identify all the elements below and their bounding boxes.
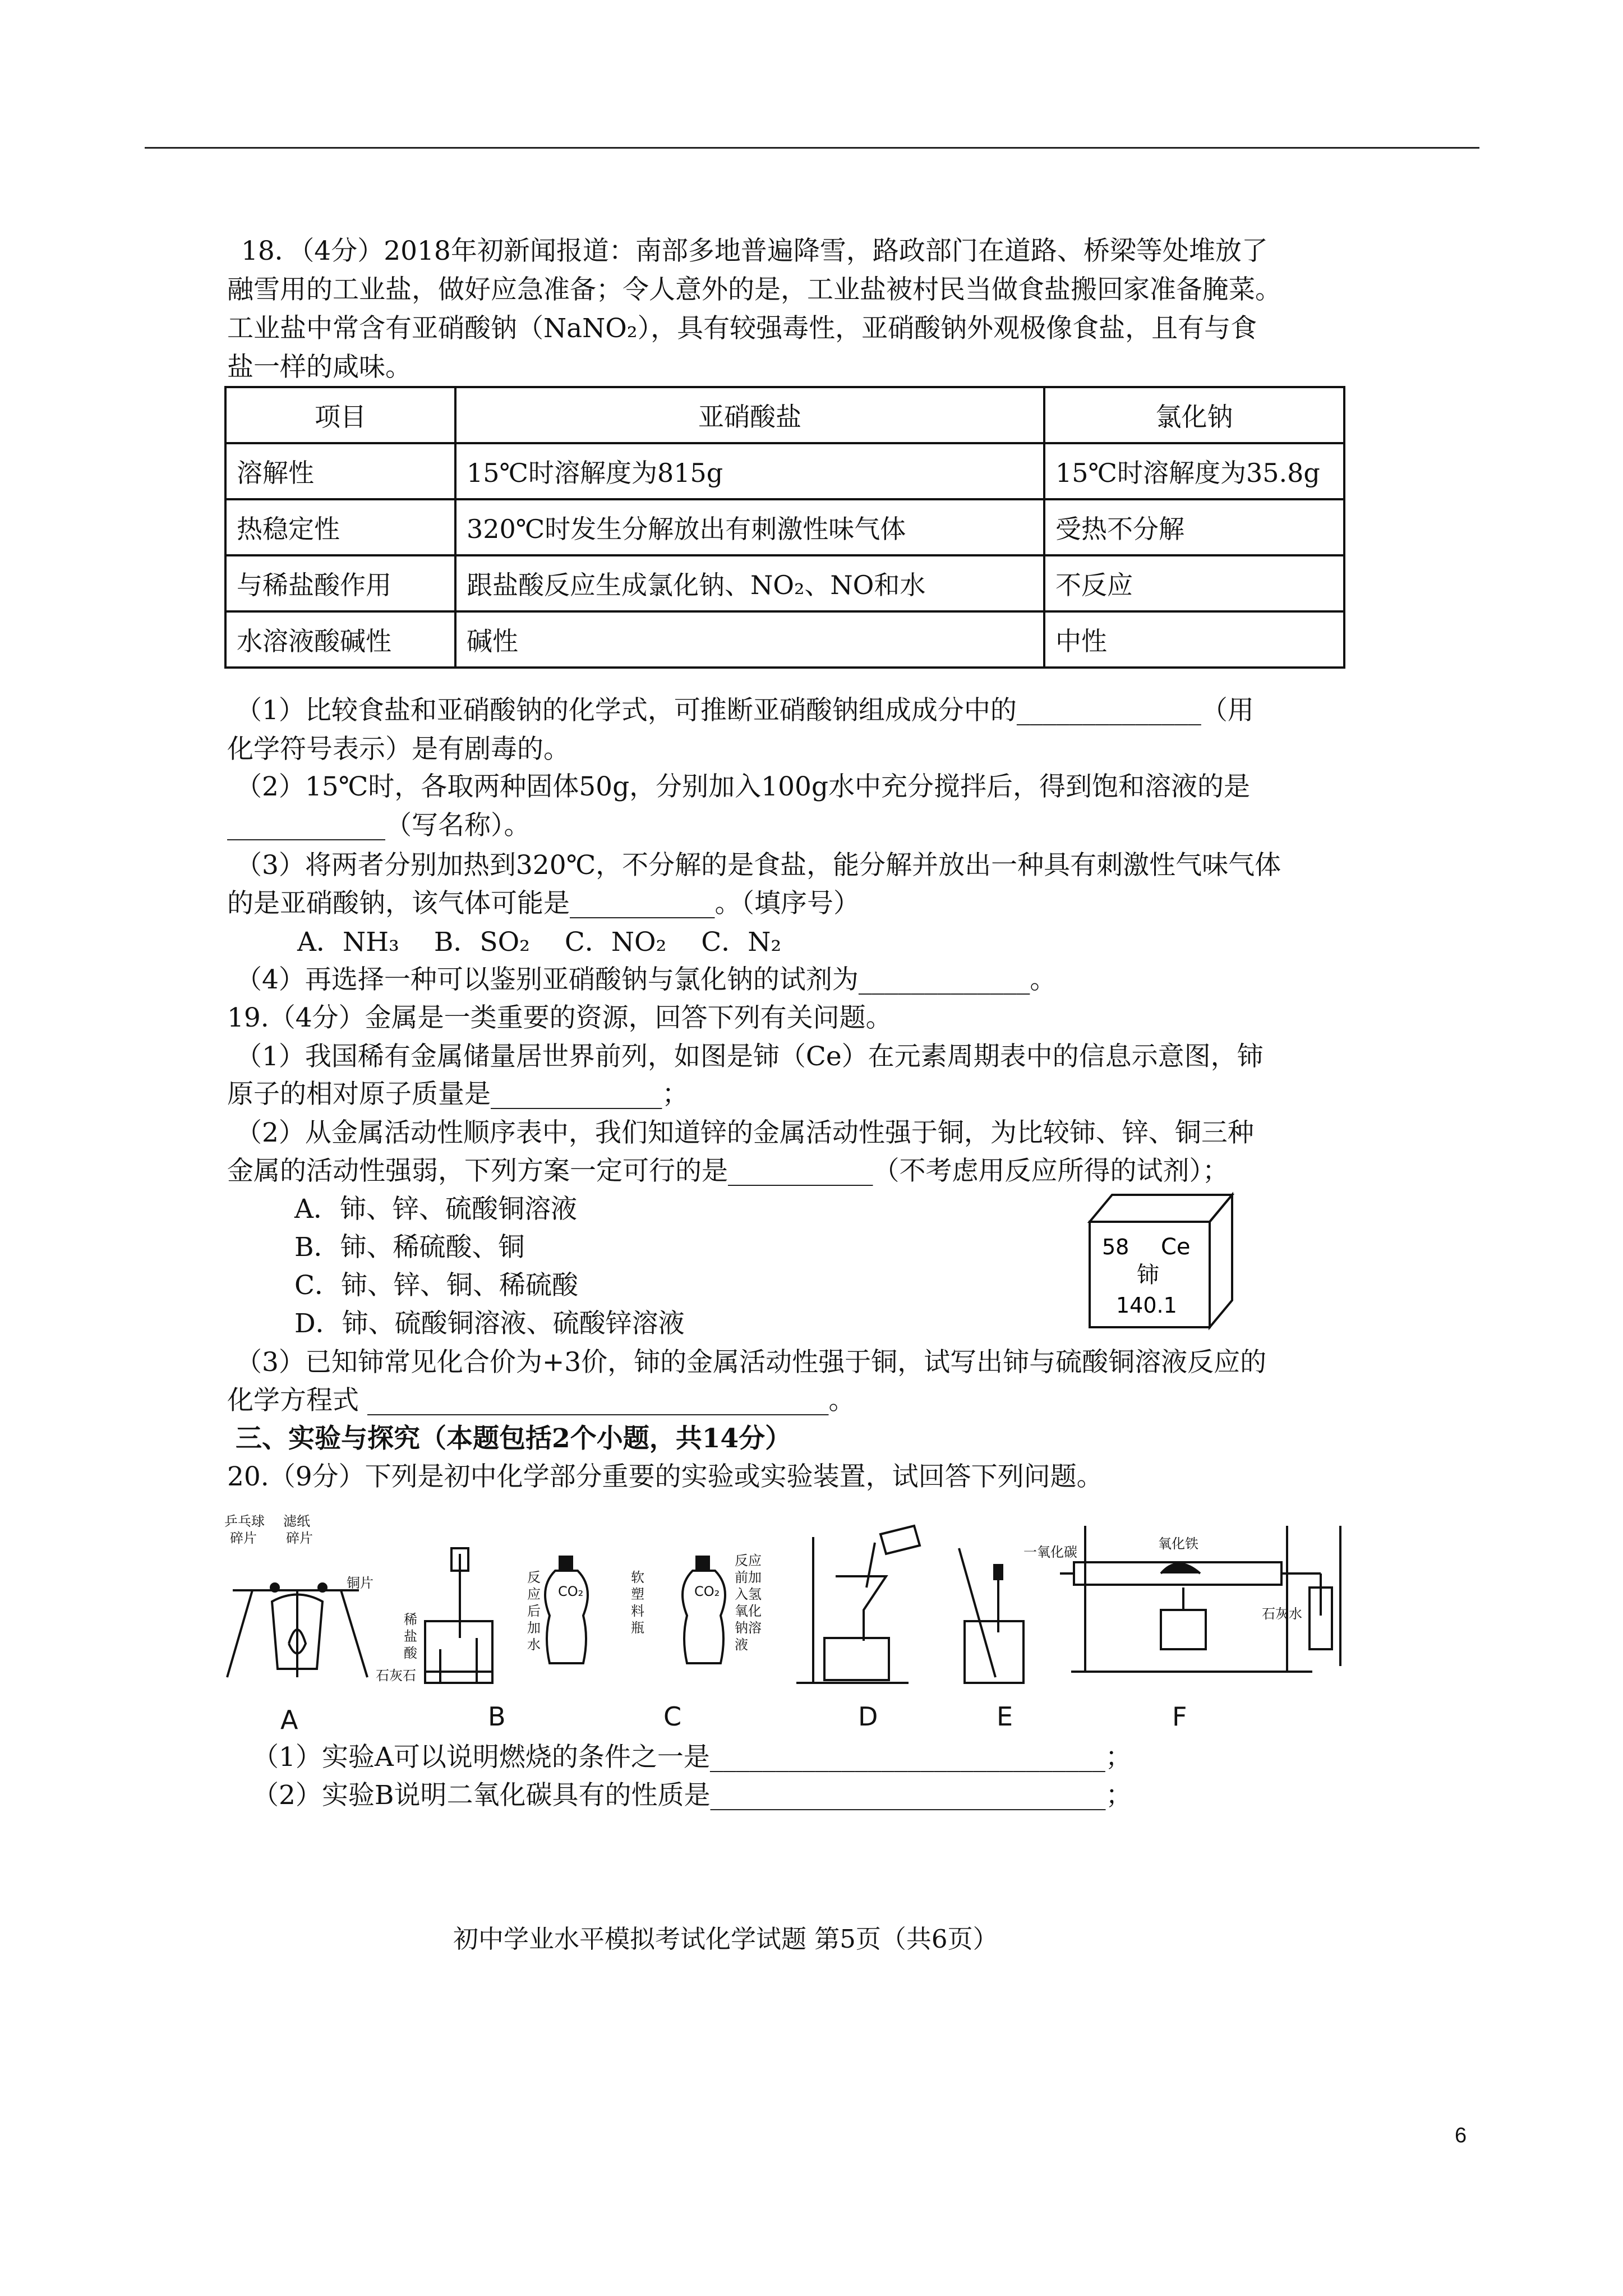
- q18-part3-options: A．NH₃ B．SO₂ C．NO₂ C．N₂: [297, 927, 782, 958]
- table-cell: 跟盐酸反应生成氯化钠、NO₂、NO和水: [455, 555, 1044, 611]
- fig-label: 稀: [404, 1612, 417, 1627]
- table-header-row: [225, 387, 1344, 443]
- q19-option: D．铈、硫酸铜溶液、硫酸锌溶液: [294, 1308, 685, 1339]
- q18-line2: 融雪用的工业盐，做好应急准备；令人意外的是，工业盐被村民当做食盐搬回家准备腌菜。: [227, 274, 1281, 305]
- fig-label: 石灰石: [376, 1668, 416, 1683]
- element-mass: 140.1: [1116, 1293, 1177, 1318]
- fig-label: 反应: [735, 1553, 762, 1568]
- q20-intro: 20.（9分）下列是初中化学部分重要的实验或实验装置，试回答下列问题。: [227, 1461, 1103, 1492]
- fig-label: CO₂: [558, 1584, 584, 1599]
- q19-option: B．铈、稀硫酸、铜: [294, 1232, 525, 1263]
- q19-option: C．铈、锌、铜、稀硫酸: [294, 1270, 578, 1301]
- figure-label-d: D: [858, 1701, 878, 1732]
- figure-label-e: E: [997, 1701, 1013, 1732]
- element-box-icon: [1085, 1188, 1237, 1331]
- table-row: [225, 443, 1344, 499]
- figure-label-a: A: [280, 1705, 298, 1735]
- table-cell: 不反应: [1044, 555, 1344, 611]
- apparatus-a-icon: [227, 1584, 367, 1677]
- element-name: 铈: [1137, 1262, 1159, 1288]
- table-cell: 热稳定性: [225, 499, 455, 555]
- fig-label: 加: [527, 1620, 541, 1636]
- fig-label: 碎片: [230, 1530, 257, 1546]
- figure-label-f: F: [1172, 1701, 1187, 1732]
- table-cell: 碱性: [455, 611, 1044, 668]
- q19-part1-line2: 原子的相对原子质量是_____________；: [227, 1079, 689, 1110]
- fig-label: 后: [527, 1603, 541, 1619]
- q18-part3-line2: 的是亚硝酸钠，该气体可能是___________。（填序号）: [227, 888, 860, 919]
- q18-line4: 盐一样的咸味。: [227, 352, 412, 383]
- table-header-cell: 亚硝酸盐: [455, 387, 1044, 443]
- fig-label: 塑: [631, 1586, 644, 1602]
- table-cell: 中性: [1044, 611, 1344, 668]
- q18-part4: （4）再选择一种可以鉴别亚硝酸钠与氯化钠的试剂为_____________。: [236, 964, 1057, 995]
- fig-label: 料: [631, 1603, 644, 1619]
- fig-label: 瓶: [631, 1620, 644, 1636]
- fig-label: 液: [735, 1637, 748, 1653]
- table-row: [225, 499, 1344, 555]
- fig-label: 氧化铁: [1158, 1536, 1198, 1552]
- element-symbol: Ce: [1161, 1234, 1191, 1260]
- table-cell: 与稀盐酸作用: [225, 555, 455, 611]
- fig-label: 碎片: [286, 1530, 313, 1546]
- q18-part2-line1: （2）15℃时，各取两种固体50g，分别加入100g水中充分搅拌后，得到饱和溶液的是: [236, 771, 1250, 802]
- fig-label: 软: [631, 1570, 644, 1585]
- section-title: 三、实验与探究（本题包括2个小题，共14分）: [236, 1423, 792, 1454]
- apparatus-f-icon: [1060, 1526, 1340, 1672]
- q19-part1-line1: （1）我国稀有金属储量居世界前列，如图是铈（Ce）在元素周期表中的信息示意图，铈: [236, 1041, 1264, 1072]
- table-cell: 受热不分解: [1044, 499, 1344, 555]
- fig-label: 一氧化碳: [1023, 1544, 1077, 1560]
- fig-label: 铜片: [347, 1575, 374, 1591]
- fig-label: 滤纸: [283, 1513, 310, 1529]
- table-row: [225, 555, 1344, 611]
- apparatus-d-icon: [796, 1526, 920, 1683]
- table-cell: 320℃时发生分解放出有刺激性味气体: [455, 499, 1044, 555]
- q18-line1: 18．（4分）2018年初新闻报道：南部多地普遍降雪，路政部门在道路、桥梁等处堆放了: [241, 236, 1268, 266]
- table-header-cell: 氯化钠: [1044, 387, 1344, 443]
- page-footer: 初中学业水平模拟考试化学试题 第5页（共6页）: [453, 1924, 998, 1954]
- table-cell: 15℃时溶解度为815g: [455, 443, 1044, 499]
- table-header-cell: 项目: [225, 387, 455, 443]
- experiment-figures: [213, 1503, 1469, 1728]
- q18-part1-line2: 化学符号表示）是有剧毒的。: [227, 734, 570, 765]
- q19-part3-line1: （3）已知铈常见化合价为+3价，铈的金属活动性强于铜，试写出铈与硫酸铜溶液反应的: [236, 1347, 1267, 1378]
- fig-label: 入氢: [735, 1586, 762, 1602]
- fig-label: 酸: [404, 1645, 417, 1661]
- apparatus-e-icon: [959, 1548, 1023, 1683]
- q18-part3-line1: （3）将两者分别加热到320℃，不分解的是食盐，能分解并放出一种具有刺激性气味气体: [236, 850, 1281, 881]
- figure-label-c: C: [663, 1701, 682, 1732]
- fig-label: 乒乓球: [224, 1513, 265, 1529]
- q19-part2-line1: （2）从金属活动性顺序表中，我们知道锌的金属活动性强于铜，为比较铈、锌、铜三种: [236, 1117, 1254, 1148]
- cerium-element-box: [1085, 1188, 1237, 1331]
- fig-label: 反: [527, 1570, 541, 1585]
- fig-label: 盐: [404, 1628, 417, 1644]
- figure-label-b: B: [488, 1701, 506, 1732]
- q20-part1: （1）实验A可以说明燃烧的条件之一是______________________________；: [252, 1742, 1132, 1773]
- q19-part3-line2: 化学方程式 ___________________________________。: [227, 1385, 855, 1416]
- fig-label: 石灰水: [1262, 1606, 1302, 1622]
- fig-label: 氧化: [735, 1603, 762, 1619]
- fig-label: 水: [527, 1637, 541, 1653]
- q18-part1-line1: （1）比较食盐和亚硝酸钠的化学式，可推断亚硝酸钠组成成分中的______________（用: [236, 695, 1254, 726]
- q20-part2: （2）实验B说明二氧化碳具有的性质是______________________________；: [252, 1780, 1132, 1811]
- fig-label: 钠溶: [735, 1620, 762, 1636]
- q19-option: A．铈、锌、硫酸铜溶液: [294, 1194, 577, 1225]
- q18-part2-line2: ____________（写名称）。: [227, 810, 531, 841]
- table-cell: 15℃时溶解度为35.8g: [1044, 443, 1344, 499]
- fig-label: CO₂: [694, 1584, 720, 1599]
- q19-part2-line2: 金属的活动性强弱，下列方案一定可行的是___________（不考虑用反应所得的试剂）；: [227, 1156, 1229, 1186]
- q18-line3: 工业盐中常含有亚硝酸钠（NaNO₂），具有较强毒性，亚硝酸钠外观极像食盐，且有与食: [227, 313, 1257, 344]
- element-number: 58: [1102, 1235, 1129, 1259]
- q19-intro: 19.（4分）金属是一类重要的资源，回答下列有关问题。: [227, 1002, 892, 1033]
- table-row: [225, 611, 1344, 668]
- table-cell: 溶解性: [225, 443, 455, 499]
- header-rule: [145, 147, 1479, 149]
- fig-label: 应: [527, 1586, 541, 1602]
- fig-label: 前加: [735, 1570, 762, 1585]
- properties-table: [224, 386, 1345, 669]
- table-cell: 水溶液酸碱性: [225, 611, 455, 668]
- page-number: 6: [1455, 2124, 1467, 2147]
- apparatus-b-icon: [425, 1548, 492, 1683]
